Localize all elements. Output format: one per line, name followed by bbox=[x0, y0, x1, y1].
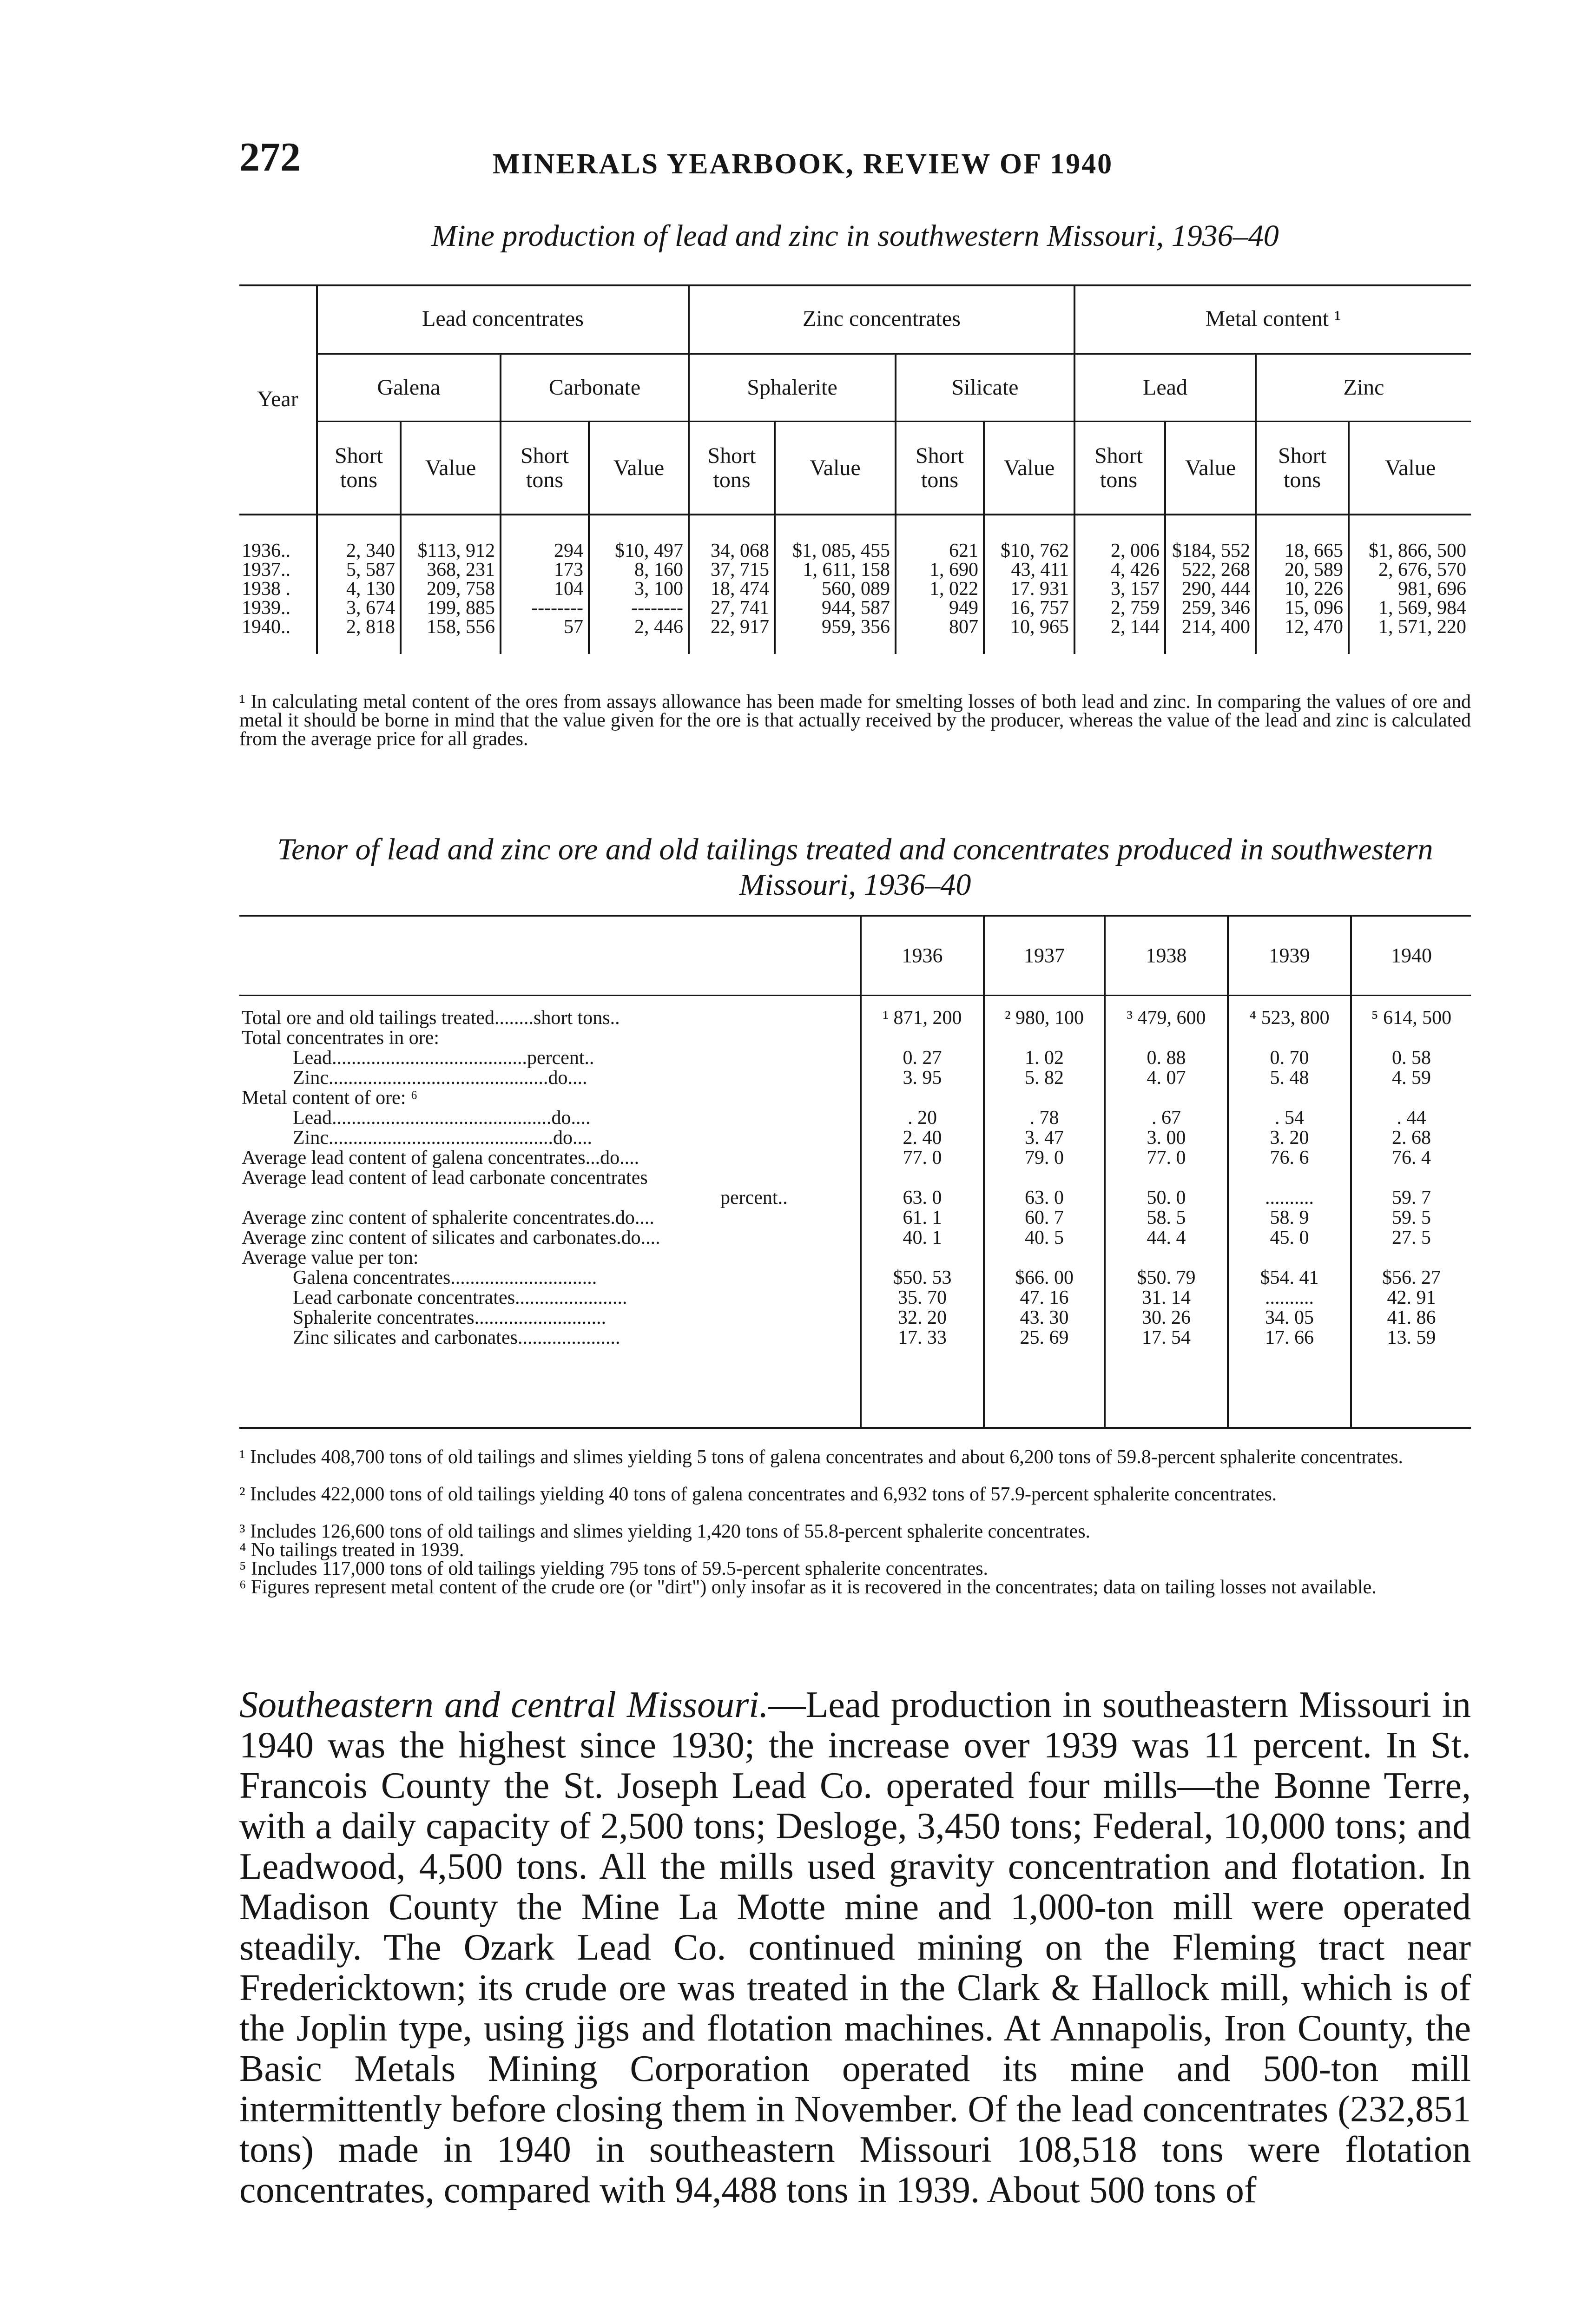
table1-cell: 2, 340 bbox=[346, 540, 395, 561]
table1-sub-zinc: Zinc bbox=[1343, 375, 1384, 400]
table1-sub-sphalerite: Sphalerite bbox=[747, 375, 837, 400]
table2-cell: 17. 66 bbox=[1265, 1327, 1314, 1348]
table1-cell: 2, 144 bbox=[1111, 616, 1160, 638]
table2-row-label: Lead.............................................do.... bbox=[293, 1107, 591, 1129]
table2-cell: 27. 5 bbox=[1392, 1227, 1431, 1248]
table1-cell: 560, 089 bbox=[822, 578, 890, 600]
table1-cell: 2, 446 bbox=[634, 616, 683, 638]
table2-cell: 4. 07 bbox=[1147, 1067, 1186, 1089]
table2-cell: 43. 30 bbox=[1020, 1307, 1069, 1328]
table1-cell: 20, 589 bbox=[1285, 559, 1343, 581]
table1-cell: 12, 470 bbox=[1285, 616, 1343, 638]
table1-cell: $1, 866, 500 bbox=[1369, 540, 1466, 561]
table1-cell: 1, 690 bbox=[929, 559, 978, 581]
table1-sub-silicate: Silicate bbox=[951, 375, 1019, 400]
table1-cell: 158, 556 bbox=[427, 616, 495, 638]
table1-col-value: Value bbox=[1185, 455, 1236, 480]
table2-year-1936: 1936 bbox=[902, 944, 943, 967]
table1-col-value: Value bbox=[1003, 455, 1055, 480]
table2-year-1939: 1939 bbox=[1269, 944, 1310, 967]
table1-col-short-tons: Short tons bbox=[707, 443, 756, 492]
table2-cell: 77. 0 bbox=[903, 1147, 942, 1169]
table2-cell: 3. 00 bbox=[1147, 1127, 1186, 1149]
table2-row-label: Zinc silicates and carbonates..................... bbox=[293, 1327, 620, 1348]
table1-sub-carbonate: Carbonate bbox=[548, 375, 641, 400]
table2-cell: 31. 14 bbox=[1142, 1287, 1191, 1308]
table1-group-zinc-concentrates: Zinc concentrates bbox=[803, 306, 961, 331]
table2-cell: 2. 68 bbox=[1392, 1127, 1431, 1149]
table2-cell: 58. 9 bbox=[1270, 1207, 1309, 1228]
table1-cell: 3, 674 bbox=[346, 597, 395, 619]
table2-cell: .......... bbox=[1265, 1287, 1314, 1308]
table2-year-1938: 1938 bbox=[1146, 944, 1187, 967]
table1-row-year: 1938 . bbox=[242, 578, 290, 600]
table2-header-bottom-rule bbox=[239, 995, 1471, 996]
table1-cell: 4, 130 bbox=[346, 578, 395, 600]
table1-col-short-tons: Short tons bbox=[1094, 443, 1143, 492]
table2-row-label: Metal content of ore: ⁶ bbox=[242, 1087, 418, 1109]
table2-cell: 3. 20 bbox=[1270, 1127, 1309, 1149]
table1-cell: $10, 762 bbox=[1001, 540, 1069, 561]
table2-year-1940: 1940 bbox=[1391, 944, 1432, 967]
table2-cell: 61. 1 bbox=[903, 1207, 942, 1228]
table1-cell: 43, 411 bbox=[1011, 559, 1069, 581]
table1-col-short-tons: Short tons bbox=[520, 443, 569, 492]
table2-cell: $66. 00 bbox=[1015, 1267, 1074, 1288]
table2-cell: . 44 bbox=[1397, 1107, 1426, 1129]
table1-col-value: Value bbox=[810, 455, 861, 480]
table2-cell: 63. 0 bbox=[1025, 1187, 1064, 1208]
table2-row-label: percent.. bbox=[720, 1187, 788, 1208]
page-number: 272 bbox=[239, 135, 301, 180]
table1-cell: 173 bbox=[554, 559, 583, 581]
table2-cell: $54. 41 bbox=[1260, 1267, 1319, 1288]
table1-cell: -------- bbox=[631, 597, 683, 619]
table2-cell: 4. 59 bbox=[1392, 1067, 1431, 1089]
table2-cell: ¹ 871, 200 bbox=[883, 1007, 962, 1029]
table2-cell: 47. 16 bbox=[1020, 1287, 1069, 1308]
table1-col-value: Value bbox=[425, 455, 476, 480]
table2-row-label: Average zinc content of sphalerite concentrates.do.... bbox=[242, 1207, 654, 1228]
table2-cell: 60. 7 bbox=[1025, 1207, 1064, 1228]
table2-cell: 76. 6 bbox=[1270, 1147, 1309, 1169]
table2-footnote: ⁶ Figures represent metal content of the crude ore (or "dirt") only insofar as it is recovered in the concentrates; data on tailing losses not available. bbox=[239, 1577, 1377, 1598]
table1-col-short-tons: Short tons bbox=[1278, 443, 1326, 492]
table2-row-label: Zinc..............................................do.... bbox=[293, 1127, 592, 1149]
table1-cell: 5, 587 bbox=[346, 559, 395, 581]
table1-cell: 944, 587 bbox=[822, 597, 890, 619]
table2-caption: Tenor of lead and zinc ore and old tailings treated and concentrates produced in southwestern Missouri, 1936–40 bbox=[277, 832, 1433, 902]
table2-cell: 42. 91 bbox=[1387, 1287, 1436, 1308]
table1-group-lead-concentrates: Lead concentrates bbox=[422, 306, 584, 331]
table1-cell: 10, 965 bbox=[1010, 616, 1069, 638]
table2-cell: 13. 59 bbox=[1387, 1327, 1436, 1348]
running-head: MINERALS YEARBOOK, REVIEW OF 1940 bbox=[493, 148, 1114, 180]
table1-cell: 57 bbox=[564, 616, 583, 638]
table1-cell: 959, 356 bbox=[822, 616, 890, 638]
table2-cell: 79. 0 bbox=[1025, 1147, 1064, 1169]
table1-cell: 4, 426 bbox=[1111, 559, 1160, 581]
table1-cell: 10, 226 bbox=[1285, 578, 1343, 600]
table2-row-label: Average zinc content of silicates and carbonates.do.... bbox=[242, 1227, 660, 1248]
table1-cell: 1, 571, 220 bbox=[1378, 616, 1466, 638]
table2-footnote: ¹ Includes 408,700 tons of old tailings and slimes yielding 5 tons of galena concentrates and about 6,200 tons of 59.8-percent sphalerite concentrates. bbox=[239, 1446, 1403, 1468]
table2-row-label: Average lead content of lead carbonate concentrates bbox=[242, 1167, 648, 1188]
table1-sub-lead: Lead bbox=[1143, 375, 1187, 400]
body-text: —Lead production in southeastern Missouri in 1940 was the highest since 1930; the increase over 1939 was 11 percent. In St. Francois County the St. Joseph Lead Co. operated four mills—the Bonne Terre, with a daily capacity of 2,500 tons; Desloge, 3,450 tons; Federal, 10,000 tons; and Leadwood, 4,500 tons. All the mills used gravity concentration and flotation. In Madison County the Mine La Motte mine and 1,000-ton mill were operated steadily. The Ozark Lead Co. continued mining on the Fleming tract near Fredericktown; its crude ore was treated in the Clark & Hallock mill, which is of the Joplin type, using jigs and flotation machines. At Annapolis, Iron County, the Basic Metals Mining Corporation operated its mine and 500-ton mill intermittently before closing them in November. Of the lead concentrates (232,851 tons) made in 1940 in southeastern Missouri 108,518 tons were flotation concentrates, compared with 94,488 tons in 1939. About 500 tons of bbox=[239, 1684, 1471, 2211]
table2-row-label: Lead carbonate concentrates....................... bbox=[293, 1287, 627, 1308]
table1-cell: 1, 569, 984 bbox=[1378, 597, 1466, 619]
table1-cell: 199, 885 bbox=[427, 597, 495, 619]
table1-year-header: Year bbox=[257, 386, 298, 411]
table2-cell: ³ 479, 600 bbox=[1127, 1007, 1206, 1029]
table1-col-short-tons: Short tons bbox=[334, 443, 383, 492]
table2-cell: 32. 20 bbox=[898, 1307, 947, 1328]
table2-year-1937: 1937 bbox=[1024, 944, 1065, 967]
table1-cell: 259, 346 bbox=[1182, 597, 1250, 619]
table2-cell: 58. 5 bbox=[1147, 1207, 1186, 1228]
table2-cell: 44. 4 bbox=[1147, 1227, 1186, 1248]
table1-cell: 1, 611, 158 bbox=[803, 559, 890, 581]
table1-caption: Mine production of lead and zinc in southwestern Missouri, 1936–40 bbox=[431, 219, 1279, 253]
table1-row-year: 1940.. bbox=[242, 616, 290, 638]
table1-cell: 807 bbox=[949, 616, 978, 638]
table2-cell: $50. 53 bbox=[893, 1267, 952, 1288]
table2-cell: 35. 70 bbox=[898, 1287, 947, 1308]
table2-cell: 2. 40 bbox=[903, 1127, 942, 1149]
table2-cell: 17. 33 bbox=[898, 1327, 947, 1348]
table1-cell: 2, 759 bbox=[1111, 597, 1160, 619]
table2-cell: 0. 27 bbox=[903, 1047, 942, 1069]
table2-row-label: Sphalerite concentrates........................... bbox=[293, 1307, 606, 1328]
table2-row-label: Total ore and old tailings treated........short tons.. bbox=[242, 1007, 620, 1029]
table2-cell: 30. 26 bbox=[1142, 1307, 1191, 1328]
table1-cell: 214, 400 bbox=[1182, 616, 1250, 638]
table1-cell: 209, 758 bbox=[427, 578, 495, 600]
table2-cell: 0. 58 bbox=[1392, 1047, 1431, 1069]
table1-cell: 522, 268 bbox=[1182, 559, 1250, 581]
table1-cell: 37, 715 bbox=[711, 559, 769, 581]
table1-cell: 981, 696 bbox=[1398, 578, 1466, 600]
table1-cell: 294 bbox=[554, 540, 583, 561]
table2-row-label: Galena concentrates.............................. bbox=[293, 1267, 597, 1288]
table1-group-metal-content: Metal content ¹ bbox=[1205, 306, 1341, 331]
table2-cell: $50. 79 bbox=[1137, 1267, 1196, 1288]
table1-cell: 18, 665 bbox=[1285, 540, 1343, 561]
table2-cell: .......... bbox=[1265, 1187, 1314, 1208]
table1-cell: 18, 474 bbox=[711, 578, 769, 600]
table2-cell: . 54 bbox=[1275, 1107, 1304, 1129]
table1-cell: 22, 917 bbox=[711, 616, 769, 638]
table2-cell: 34. 05 bbox=[1265, 1307, 1314, 1328]
table1-cell: 949 bbox=[949, 597, 978, 619]
table2-cell: 40. 1 bbox=[903, 1227, 942, 1248]
table1-cell: 16, 757 bbox=[1010, 597, 1069, 619]
table2-cell: $56. 27 bbox=[1382, 1267, 1441, 1288]
table1-col-value: Value bbox=[613, 455, 665, 480]
table1-row-year: 1936.. bbox=[242, 540, 290, 561]
table2-row-label: Lead........................................percent.. bbox=[293, 1047, 594, 1069]
table2-cell: 5. 82 bbox=[1025, 1067, 1064, 1089]
table2-row-label: Average lead content of galena concentrates...do.... bbox=[242, 1147, 639, 1169]
table2-bottom-rule bbox=[239, 1427, 1471, 1429]
table1-cell: -------- bbox=[531, 597, 583, 619]
table2-row-label: Total concentrates in ore: bbox=[242, 1027, 440, 1049]
table2-cell: ² 980, 100 bbox=[1004, 1007, 1084, 1029]
table1-cell: 8, 160 bbox=[634, 559, 683, 581]
table2-cell: 77. 0 bbox=[1147, 1147, 1186, 1169]
table1-cell: 3, 157 bbox=[1111, 578, 1160, 600]
table1-cell: 2, 818 bbox=[346, 616, 395, 638]
table1-cell: 368, 231 bbox=[427, 559, 495, 581]
table1-cell: $113, 912 bbox=[417, 540, 495, 561]
table1-cell: 15, 096 bbox=[1285, 597, 1343, 619]
table2-cell: 3. 95 bbox=[903, 1067, 942, 1089]
table1-col-value: Value bbox=[1384, 455, 1436, 480]
table2-cell: . 20 bbox=[908, 1107, 937, 1129]
table1-cell: 3, 100 bbox=[634, 578, 683, 600]
table1-cell: 34, 068 bbox=[711, 540, 769, 561]
table2-cell: 0. 88 bbox=[1147, 1047, 1186, 1069]
table2-footnote: ² Includes 422,000 tons of old tailings yielding 40 tons of galena concentrates and 6,932 tons of 57.9-percent sphalerite concentrates. bbox=[239, 1484, 1277, 1505]
table1-cell: 17. 931 bbox=[1010, 578, 1069, 600]
table2-footnote: ⁴ No tailings treated in 1939. bbox=[239, 1539, 464, 1561]
section-lead-in: Southeastern and central Missouri. bbox=[239, 1684, 769, 1725]
table2-cell: . 78 bbox=[1029, 1107, 1059, 1129]
table2-cell: 41. 86 bbox=[1387, 1307, 1436, 1328]
table1-cell: 104 bbox=[554, 578, 583, 600]
table1-header-bottom-rule bbox=[239, 514, 1471, 515]
table1-cell: 1, 022 bbox=[929, 578, 978, 600]
table1-cell: 2, 676, 570 bbox=[1378, 559, 1466, 581]
table1-cell: $184, 552 bbox=[1172, 540, 1250, 561]
table1-sub-galena: Galena bbox=[377, 375, 441, 400]
table2-footnote: ³ Includes 126,600 tons of old tailings and slimes yielding 1,420 tons of 55.8-percent sphalerite concentrates. bbox=[239, 1521, 1091, 1542]
table2-cell: 76. 4 bbox=[1392, 1147, 1431, 1169]
table2-cell: 17. 54 bbox=[1142, 1327, 1191, 1348]
table2-row-label: Zinc.............................................do.... bbox=[293, 1067, 587, 1089]
table2-cell: . 67 bbox=[1152, 1107, 1181, 1129]
table1-row-year: 1937.. bbox=[242, 559, 290, 581]
table1-cell: 27, 741 bbox=[711, 597, 769, 619]
table2-cell: 63. 0 bbox=[903, 1187, 942, 1208]
table2-cell: 45. 0 bbox=[1270, 1227, 1309, 1248]
table1-cell: 290, 444 bbox=[1182, 578, 1250, 600]
table2-cell: 3. 47 bbox=[1025, 1127, 1064, 1149]
table2-row-label: Average value per ton: bbox=[242, 1247, 419, 1268]
table2-cell: 59. 7 bbox=[1392, 1187, 1431, 1208]
table2-footnote: ⁵ Includes 117,000 tons of old tailings yielding 795 tons of 59.5-percent sphalerite concentrates. bbox=[239, 1558, 989, 1579]
table2-cell: ⁴ 523, 800 bbox=[1249, 1007, 1330, 1029]
table2-cell: ⁵ 614, 500 bbox=[1371, 1007, 1452, 1029]
table2-cell: 50. 0 bbox=[1147, 1187, 1186, 1208]
table2-cell: 1. 02 bbox=[1025, 1047, 1064, 1069]
table2-cell: 25. 69 bbox=[1020, 1327, 1069, 1348]
table1-cell: 2, 006 bbox=[1111, 540, 1160, 561]
table1-footnote: ¹ In calculating metal content of the ores from assays allowance has been made for smelting losses of both lead and zinc. In comparing the values of ore and metal it should be borne in mind that the value given for the ore is that actually received by the producer, whereas the value of the lead and zinc is calculated from the average price for all grades. bbox=[239, 691, 1471, 750]
table1-cell: $1, 085, 455 bbox=[792, 540, 890, 561]
table2-cell: 59. 5 bbox=[1392, 1207, 1431, 1228]
table2-cell: 40. 5 bbox=[1025, 1227, 1064, 1248]
body-paragraph bbox=[239, 1685, 1471, 2211]
table1-row-year: 1939.. bbox=[242, 597, 290, 619]
table1-col-short-tons: Short tons bbox=[915, 443, 964, 492]
table1-cell: 621 bbox=[949, 540, 978, 561]
table2-cell: 0. 70 bbox=[1270, 1047, 1309, 1069]
table1-cell: $10, 497 bbox=[615, 540, 683, 561]
table2-cell: 5. 48 bbox=[1270, 1067, 1309, 1089]
